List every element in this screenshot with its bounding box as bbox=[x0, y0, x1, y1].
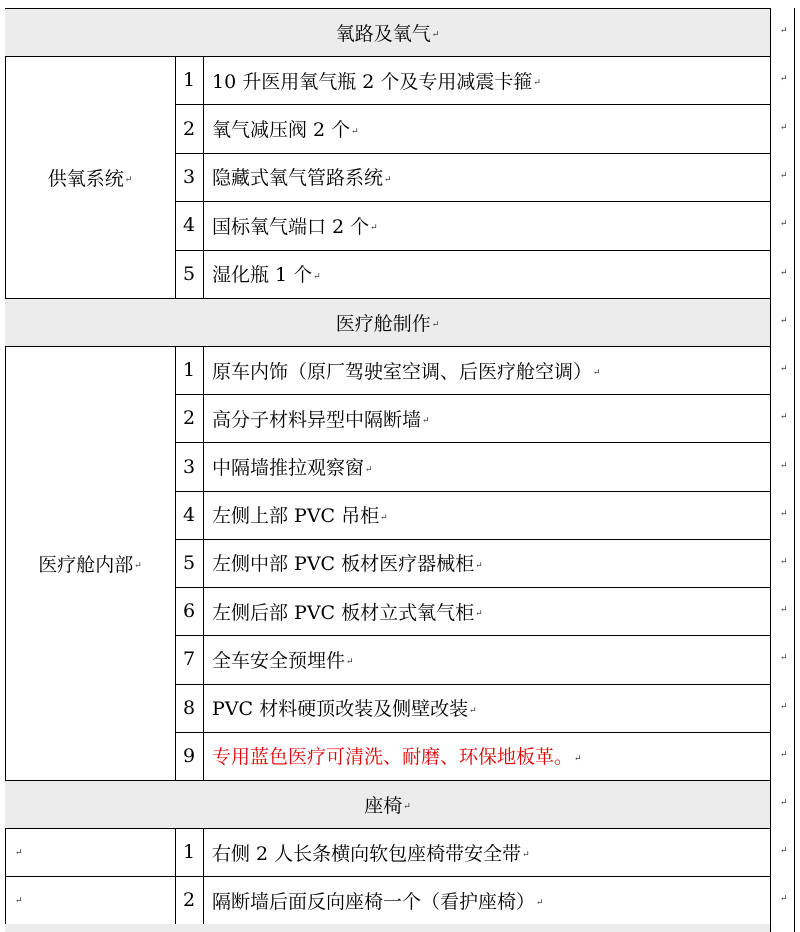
group-label-text: 供氧系统 bbox=[47, 167, 124, 190]
row-text bbox=[203, 442, 769, 490]
row-text-content: 专用蓝色医疗可清洗、耐磨、环保地板革。 bbox=[212, 746, 574, 769]
row-number: 7 bbox=[182, 648, 196, 671]
row-text-content: 左侧后部 PVC 板材立式氧气柜 bbox=[212, 601, 475, 624]
row-number: 9 bbox=[182, 744, 196, 767]
paragraph-mark-icon: ↵ bbox=[780, 122, 788, 133]
paragraph-mark-icon: ↵ bbox=[780, 605, 788, 616]
row-number: 2 bbox=[182, 117, 196, 140]
grid-line-v bbox=[794, 8, 795, 932]
paragraph-mark-icon: ↵ bbox=[780, 557, 788, 567]
row-text bbox=[203, 491, 769, 539]
paragraph-mark-icon: ↵ bbox=[475, 609, 483, 620]
row-text-content: 10 升医用氧气瓶 2 个及专用减震卡箍 bbox=[212, 70, 533, 93]
row-text-content: 左侧中部 PVC 板材医疗器械柜 bbox=[212, 553, 475, 576]
row-number: 5 bbox=[182, 262, 196, 285]
paragraph-mark-icon: ↵ bbox=[365, 464, 373, 475]
section-header-bg bbox=[5, 924, 770, 932]
paragraph-mark-icon: ↵ bbox=[384, 174, 392, 185]
row-text bbox=[203, 56, 769, 104]
paragraph-mark-icon: ↵ bbox=[780, 26, 788, 36]
paragraph-mark-icon: ↵ bbox=[380, 512, 388, 523]
row-number: 4 bbox=[182, 214, 196, 237]
group-label-text: 医疗舱内部 bbox=[38, 553, 134, 576]
row-text bbox=[203, 539, 769, 587]
paragraph-mark-icon: ↵ bbox=[780, 508, 788, 519]
paragraph-mark-icon: ↵ bbox=[780, 74, 788, 85]
row-number: 1 bbox=[182, 69, 196, 92]
row-text-content: 原车内饰（原厂驾驶室空调、后医疗舱空调） bbox=[212, 360, 593, 383]
row-text bbox=[203, 153, 769, 201]
paragraph-mark-icon: ↵ bbox=[780, 219, 788, 230]
paragraph-mark-icon: ↵ bbox=[780, 894, 788, 905]
paragraph-mark-icon: ↵ bbox=[780, 412, 788, 423]
paragraph-mark-icon: ↵ bbox=[780, 460, 788, 471]
row-text bbox=[203, 587, 769, 635]
group-label bbox=[5, 56, 175, 298]
paragraph-mark-icon: ↵ bbox=[780, 267, 788, 278]
section-title bbox=[5, 8, 770, 56]
row-text-content: 高分子材料异型中隔断墙 bbox=[212, 408, 422, 431]
paragraph-mark-icon: ↵ bbox=[536, 898, 544, 909]
paragraph-mark-icon: ↵ bbox=[346, 657, 354, 668]
row-text-content: 隔断墙后面反向座椅一个（看护座椅） bbox=[212, 890, 536, 913]
paragraph-mark-icon: ↵ bbox=[522, 850, 530, 861]
paragraph-mark-icon: ↵ bbox=[134, 561, 142, 571]
section-title-text: 氧路及氧气 bbox=[335, 22, 431, 45]
paragraph-mark-icon: ↵ bbox=[403, 802, 411, 812]
row-text-content: 中隔墙推拉观察窗 bbox=[212, 457, 365, 480]
section-title-text: 医疗舱制作 bbox=[335, 312, 431, 335]
paragraph-mark-icon: ↵ bbox=[15, 896, 23, 907]
row-number: 2 bbox=[182, 407, 196, 430]
row-number: 8 bbox=[182, 696, 196, 719]
grid-line-v bbox=[770, 8, 771, 932]
paragraph-mark-icon: ↵ bbox=[431, 320, 440, 330]
paragraph-mark-icon: ↵ bbox=[15, 848, 23, 859]
row-text bbox=[203, 828, 769, 876]
row-text-content: 右侧 2 人长条横向软包座椅带安全带 bbox=[212, 842, 522, 865]
row-text bbox=[203, 250, 769, 298]
row-number: 3 bbox=[182, 455, 196, 478]
paragraph-mark-icon: ↵ bbox=[124, 175, 133, 185]
row-text-content: 左侧上部 PVC 吊柜 bbox=[212, 505, 380, 528]
row-text-content: 氧气减压阀 2 个 bbox=[212, 119, 351, 142]
row-text bbox=[203, 876, 769, 924]
paragraph-mark-icon: ↵ bbox=[780, 701, 788, 712]
paragraph-mark-icon: ↵ bbox=[780, 749, 788, 760]
row-number: 1 bbox=[182, 359, 196, 382]
paragraph-mark-icon: ↵ bbox=[574, 753, 582, 764]
paragraph-mark-icon: ↵ bbox=[475, 560, 483, 571]
paragraph-mark-icon: ↵ bbox=[370, 223, 378, 234]
row-text bbox=[203, 394, 769, 442]
row-number: 1 bbox=[182, 841, 196, 864]
row-number: 6 bbox=[182, 600, 196, 623]
paragraph-mark-icon: ↵ bbox=[313, 271, 321, 282]
row-text-content: 湿化瓶 1 个 bbox=[212, 264, 313, 287]
paragraph-mark-icon: ↵ bbox=[431, 30, 440, 40]
row-text bbox=[203, 201, 769, 249]
paragraph-mark-icon: ↵ bbox=[422, 416, 430, 427]
paragraph-mark-icon: ↵ bbox=[351, 126, 359, 137]
paragraph-mark-icon: ↵ bbox=[780, 846, 788, 857]
paragraph-mark-icon: ↵ bbox=[469, 705, 477, 716]
row-text-content: 全车安全预埋件 bbox=[212, 649, 346, 672]
section-title bbox=[5, 780, 770, 828]
row-text-content: 国标氧气端口 2 个 bbox=[212, 215, 370, 238]
group-label bbox=[5, 346, 175, 780]
row-text-content: PVC 材料硬顶改装及侧壁改装 bbox=[212, 698, 469, 721]
paragraph-mark-icon: ↵ bbox=[533, 78, 541, 89]
paragraph-mark-icon: ↵ bbox=[593, 368, 601, 379]
row-text bbox=[203, 732, 769, 780]
row-text bbox=[203, 104, 769, 152]
row-number: 3 bbox=[182, 165, 196, 188]
row-text bbox=[203, 635, 769, 683]
row-number: 5 bbox=[182, 551, 196, 574]
paragraph-mark-icon: ↵ bbox=[780, 171, 788, 181]
section-title bbox=[5, 298, 770, 346]
paragraph-mark-icon: ↵ bbox=[780, 316, 788, 326]
row-text-content: 隐藏式氧气管路系统 bbox=[212, 167, 384, 190]
row-text bbox=[203, 346, 769, 394]
row-number: 4 bbox=[182, 503, 196, 526]
paragraph-mark-icon: ↵ bbox=[780, 364, 788, 375]
paragraph-mark-icon: ↵ bbox=[780, 653, 788, 664]
paragraph-mark-icon: ↵ bbox=[780, 798, 788, 808]
row-number: 2 bbox=[182, 889, 196, 912]
row-text bbox=[203, 684, 769, 732]
section-title-text: 座椅 bbox=[364, 794, 403, 817]
